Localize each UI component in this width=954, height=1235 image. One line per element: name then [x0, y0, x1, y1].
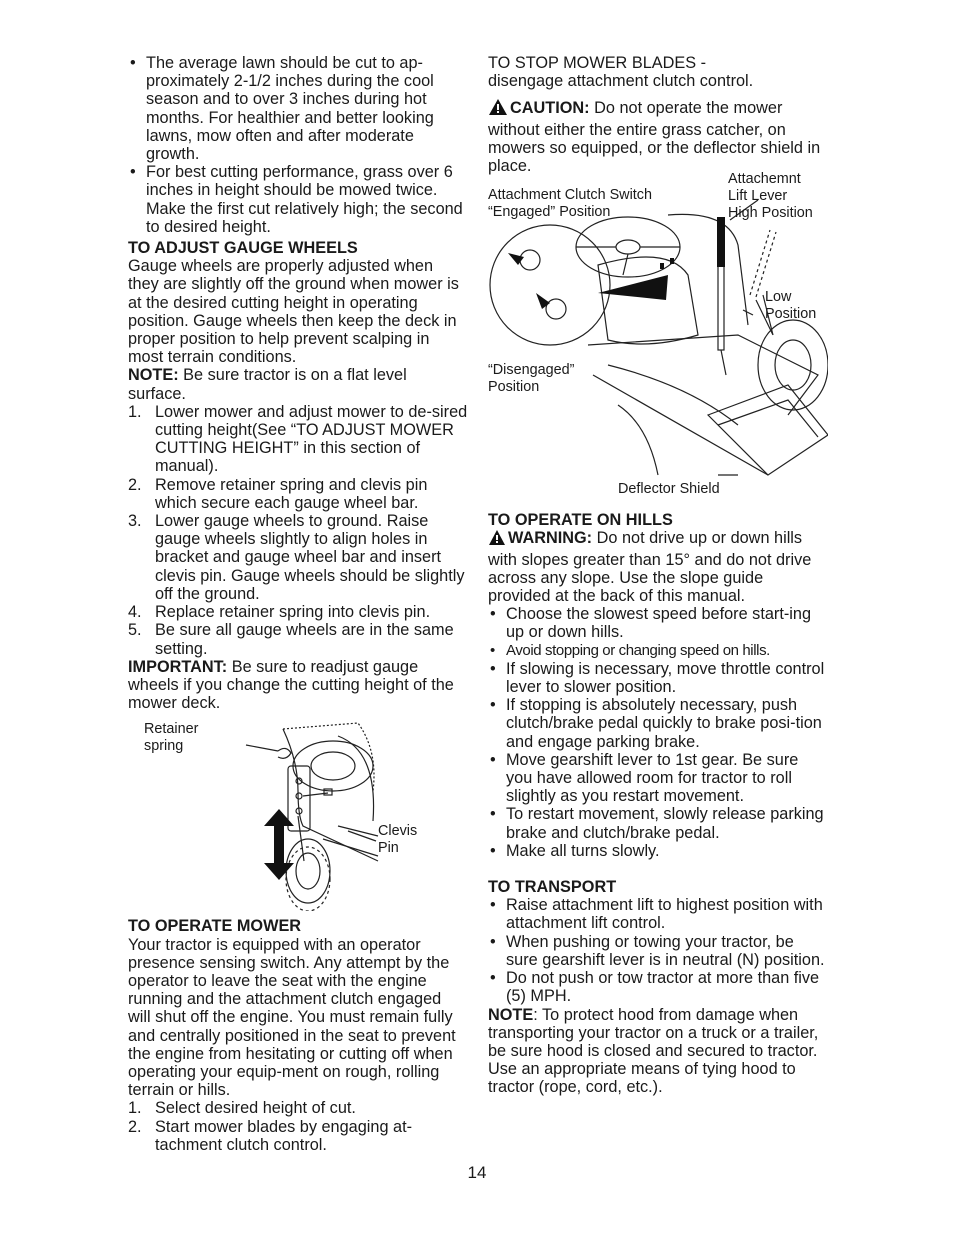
section-heading-transport: TO TRANSPORT — [488, 878, 617, 897]
list-item: • Avoid stopping or changing speed on hills. — [488, 642, 828, 660]
important-label: IMPORTANT: — [128, 657, 228, 676]
note-label: NOTE — [488, 1005, 534, 1024]
section-heading-operate-mower: TO OPERATE MOWER — [128, 917, 302, 936]
caution-label: CAUTION: — [510, 99, 590, 118]
list-item: 2. Start mower blades by engaging at-tachment clutch control. — [128, 1117, 413, 1154]
stop-blades-heading: TO STOP MOWER BLADES - — [488, 54, 707, 72]
list-item: 4. Replace retainer spring into clevis pin. — [128, 603, 431, 622]
page-number: 14 — [467, 1163, 487, 1182]
warning-triangle-icon — [488, 98, 508, 120]
list-item: • Raise attachment lift to highest position with attachment lift control. — [488, 896, 828, 932]
low-position-label: Low Position — [765, 289, 817, 323]
attachment-clutch-figure — [488, 171, 828, 507]
hills-bullets-list — [488, 605, 828, 860]
caution-text: Do not operate the mower without either the entire grass catcher, on mowers so equipped, or the deflector shield in place. — [488, 99, 821, 176]
left-column — [128, 54, 468, 1154]
list-item: 5. Be sure all gauge wheels are in the same setting. — [128, 621, 454, 658]
section-heading-gauge-wheels: TO ADJUST GAUGE WHEELS — [128, 239, 358, 258]
note-text: Be sure tractor is on a flat level surface. — [128, 366, 407, 403]
gauge-wheel-figure — [128, 721, 468, 911]
list-item: • The average lawn should be cut to ap-proximately 2-1/2 inches during the cool season and to over 3 inches during hot months. For healthier and better looking lawns, mow often and after moderate growth. — [128, 54, 468, 163]
list-item: • To restart movement, slowly release parking brake and clutch/brake pedal. — [488, 805, 828, 841]
caution-paragraph — [488, 98, 828, 175]
list-item: 3. Lower gauge wheels to ground. Raise gauge wheels slightly to align holes in bracket and gauge wheel bar and insert clevis pin. Gauge wheels should be slightly off the ground. — [128, 512, 465, 603]
list-item: • Make all turns slowly. — [488, 842, 828, 860]
warning-triangle-icon — [488, 529, 506, 550]
transport-bullets-list — [488, 896, 828, 1005]
list-item: • Do not push or tow tractor at more than five (5) MPH. — [488, 969, 828, 1005]
important-text: Be sure to readjust gauge wheels if you change the cutting height of the mower deck. — [128, 657, 454, 713]
lift-lever-label: Attachemnt Lift Lever High Position — [728, 171, 813, 222]
warning-text: Do not drive up or down hills with slopes greater than 15° and do not drive across any slope. Use the slope guide provided at the back of this manual. — [488, 529, 812, 606]
note-label: NOTE: — [128, 366, 179, 385]
list-item: • Move gearshift lever to 1st gear. Be sure you have allowed room for tractor to roll slightly as you restart movement. — [488, 751, 828, 806]
right-column — [488, 54, 828, 1097]
gauge-note — [128, 366, 468, 402]
retainer-spring-label: Retainer spring — [144, 721, 199, 755]
disengaged-position-label: “Disengaged” Position — [488, 362, 575, 396]
list-item: • If slowing is necessary, move throttle control lever to slower position. — [488, 660, 828, 696]
clevis-pin-label: Clevis Pin — [378, 823, 418, 857]
important-note — [128, 658, 468, 713]
operate-steps-list — [128, 1099, 468, 1154]
clutch-switch-label: Attachment Clutch Switch “Engaged” Position — [488, 187, 652, 221]
list-item: 1. Select desired height of cut. — [128, 1099, 356, 1118]
stop-blades-text: disengage attachment clutch control. — [488, 72, 754, 91]
operate-mower-body: Your tractor is equipped with an operator presence sensing switch. Any attempt by the operator to leave the seat with the engine running and the attachment clutch engaged will shut off the engine. You must remain fully and centrally positioned in the seat to prevent the engine from hesitating or cutting off when operating your equip-ment on rough, rolling terrain or hills. — [128, 935, 456, 1100]
mowing-tips-list — [128, 54, 468, 236]
list-item: • When pushing or towing your tractor, be sure gearshift lever is in neutral (N) position. — [488, 933, 828, 969]
transport-note — [488, 1006, 828, 1097]
warning-label: WARNING: — [508, 529, 593, 548]
deflector-shield-label: Deflector Shield — [618, 481, 720, 498]
list-item: • If stopping is absolutely necessary, push clutch/brake pedal quickly to brake posi-tion and engage parking brake. — [488, 696, 828, 751]
gauge-wheels-body: Gauge wheels are properly adjusted when they are slightly off the ground when mower is at the desired cutting height in operating position. Gauge wheels then keep the deck in proper position to help prevent scalping in most terrain conditions. — [128, 257, 459, 367]
list-item: • For best cutting performance, grass over 6 inches in height should be mowed twice. Make the first cut relatively high; the second to desired height. — [128, 163, 468, 236]
list-item: 1. Lower mower and adjust mower to de-sired cutting height(See “TO ADJUST MOWER CUTTING HEIGHT” in this section of manual). — [128, 402, 468, 476]
tractor-controls-illustration — [488, 175, 828, 507]
hills-warning — [488, 529, 828, 605]
list-item: 2. Remove retainer spring and clevis pin which secure each gauge wheel bar. — [128, 475, 428, 512]
gauge-steps-list — [128, 403, 468, 658]
list-item: • Choose the slowest speed before start-ing up or down hills. — [488, 605, 828, 641]
section-heading-operate-hills: TO OPERATE ON HILLS — [488, 511, 673, 530]
note-text: : To protect hood from damage when transporting your tractor on a truck or a trailer, be sure hood is closed and secured to tractor. Use an appropriate means of tying hood to tractor (rope, cord, etc.). — [488, 1005, 819, 1097]
